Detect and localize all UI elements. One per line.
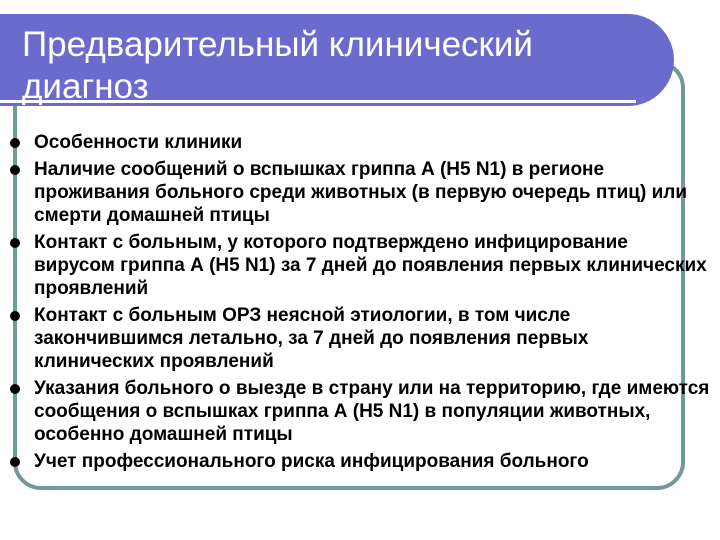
bullet-dot-icon	[10, 138, 20, 148]
bullet-item	[10, 131, 710, 154]
bullet-text: Особенности клиники	[34, 132, 243, 153]
bullet-dot-icon	[10, 384, 20, 394]
bullet-item	[10, 450, 710, 473]
slide-title	[22, 24, 642, 108]
bullet-text: Указания больного о выезде в страну или на территорию, где имеются сообщения о вспышках гриппа А (Н5 N1) в популяции животных, особенно домашней птицы	[34, 378, 710, 445]
bullet-text: Контакт с больным, у которого подтверждено инфицирование вирусом гриппа А (Н5 N1) за 7 дней до появления первых клинических проявлений	[34, 232, 707, 299]
bullet-item	[10, 377, 710, 446]
bullet-dot-icon	[10, 165, 20, 175]
bullet-list	[10, 131, 710, 477]
title-line: Предварительный клинический	[22, 25, 533, 64]
bullet-text: Контакт с больным ОРЗ неясной этиологии, в том числе закончившимся летально, за 7 дней до появления первых клинических проявлений	[34, 305, 589, 372]
bullet-item	[10, 231, 710, 300]
bullet-text: Учет профессионального риска инфицирования больного	[34, 451, 589, 472]
bullet-dot-icon	[10, 311, 20, 321]
bullet-text: Наличие сообщений о вспышках гриппа А (Н5 N1) в регионе проживания больного среди животных (в первую очередь птиц) или смерти домашней птицы	[34, 159, 687, 226]
bullet-dot-icon	[10, 457, 20, 467]
title-line: диагноз	[22, 67, 149, 106]
bullet-item	[10, 304, 710, 373]
bullet-dot-icon	[10, 238, 20, 248]
bullet-item	[10, 158, 710, 227]
